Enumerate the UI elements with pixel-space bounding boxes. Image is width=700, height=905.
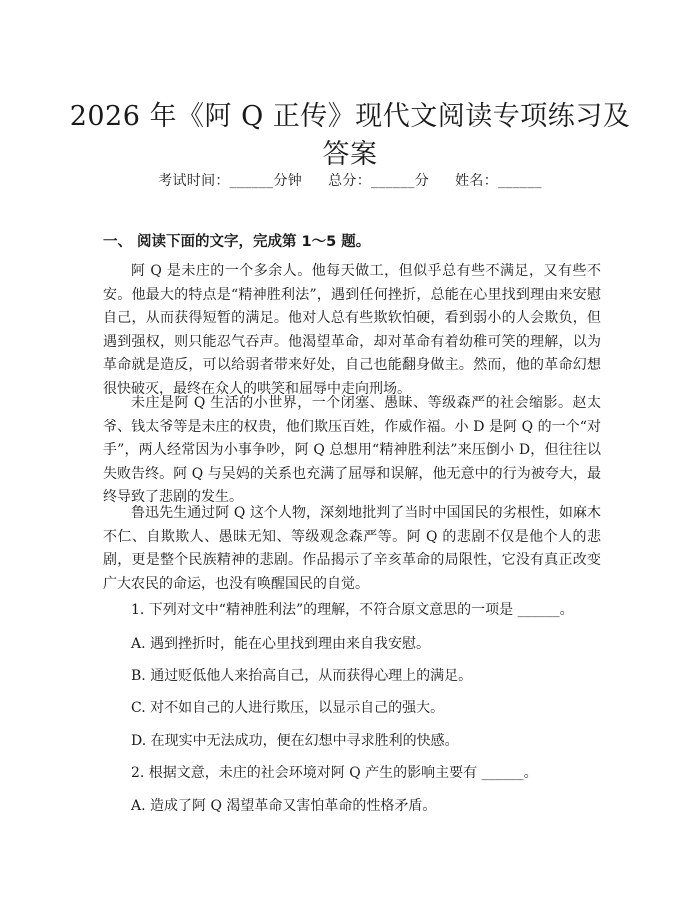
total-score-field: 总分：______分 (328, 173, 430, 189)
answer-option: C. 对不如自己的人进行欺压，以显示自己的强大。 (131, 700, 445, 716)
passage-paragraph: 未庄是阿 Q 生活的小世界，一个闭塞、愚昧、等级森严的社会缩影。赵太爷、钱太爷等是未庄的权贵，他们欺压百姓，作威作福。小 D 是阿 Q 的一个“对手”，两人经常因为小事争吵，阿 Q 总想用“精神胜利法”来压倒小 D，但往往以失败告终。阿 Q 与吴妈的关系也充满了屈辱和误解，他无意中的行为被夸大，最终导致了悲剧的发生。 (103, 395, 601, 505)
passage-paragraph: 鲁迅先生通过阿 Q 这个人物，深刻地批判了当时中国国民的劣根性，如麻木不仁、自欺欺人、愚昧无知、等级观念森严等。阿 Q 的悲剧不仅是他个人的悲剧，更是整个民族精神的悲剧。作品揭示了辛亥革命的局限性，它没有真正改变广大农民的命运，也没有唤醒国民的自觉。 (103, 505, 601, 592)
student-name-field: 姓名：______ (455, 173, 542, 189)
answer-option: B. 通过贬低他人来抬高自己，从而获得心理上的满足。 (131, 668, 473, 684)
exam-info-line (0, 170, 700, 190)
section-heading (103, 230, 370, 251)
answer-option: A. 造成了阿 Q 渴望革命又害怕革命的性格矛盾。 (131, 798, 437, 814)
document-title: 2026 年《阿 Q 正传》现代文阅读专项练习及答案 (69, 101, 631, 171)
section-instruction: 阅读下面的文字，完成第 1～5 题。 (137, 234, 371, 250)
question-stem: 1. 下列对文中“精神胜利法”的理解，不符合原文意思的一项是 ______。 (131, 602, 574, 618)
section-number: 一、 (103, 234, 132, 250)
exam-time-field: 考试时间：______分钟 (158, 173, 303, 189)
answer-option: A. 遇到挫折时，能在心里找到理由来自我安慰。 (131, 636, 431, 652)
answer-option: D. 在现实中无法成功，便在幻想中寻求胜利的快感。 (131, 733, 459, 749)
passage-paragraph: 阿 Q 是未庄的一个多余人。他每天做工，但似乎总有些不满足，又有些不安。他最大的特点是“精神胜利法”，遇到任何挫折，总能在心里找到理由来安慰自己，从而获得短暂的满足。他对人总有些欺软怕硬，看到弱小的人会欺负，但遇到强权，则只能忍气吞声。他渴望革命，却对革命有着幼稚可笑的理解，以为革命就是造反，可以给弱者带来好处，自己也能翻身做主。然而，他的革命幻想很快破灭，最终在众人的哄笑和屈辱中走向刑场。 (103, 263, 601, 397)
question-stem: 2. 根据文意，未庄的社会环境对阿 Q 产生的影响主要有 ______。 (131, 765, 538, 781)
